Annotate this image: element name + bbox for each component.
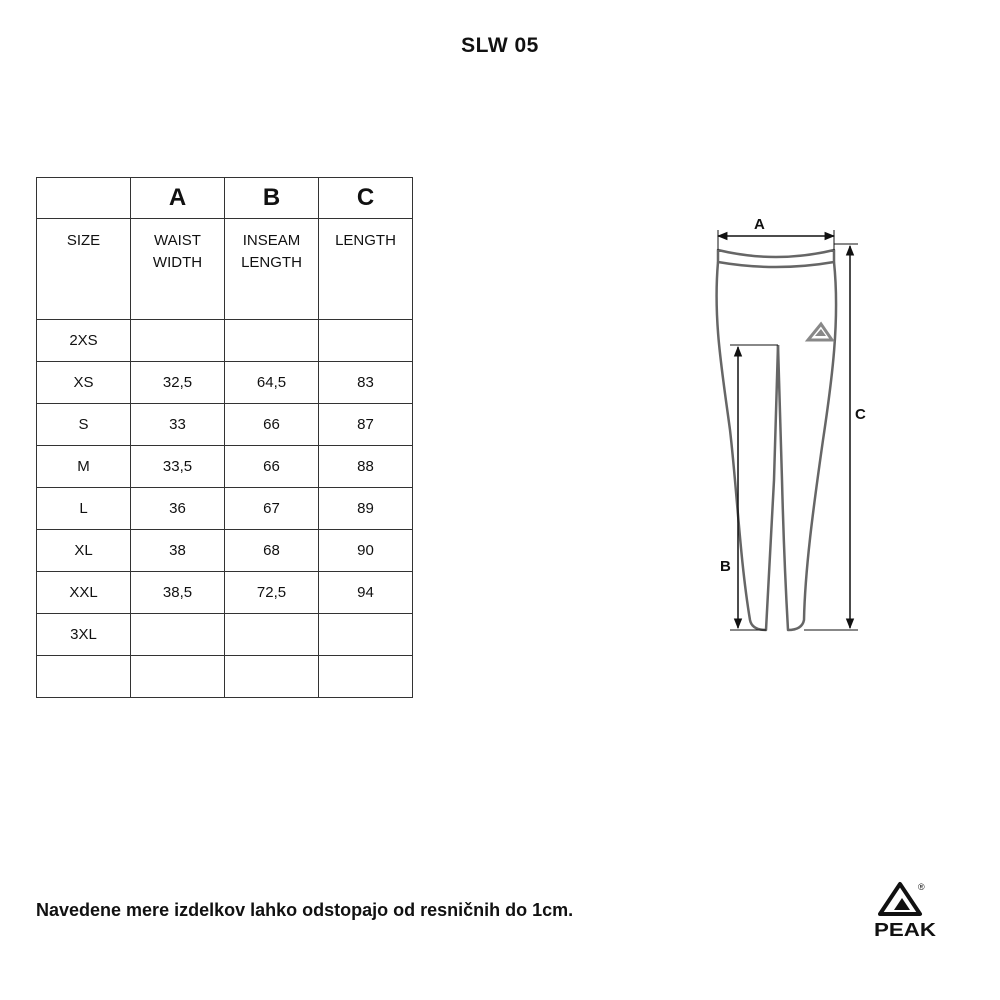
peak-logo-text: PEAK <box>874 920 936 940</box>
table-cell: 3XL <box>37 614 131 656</box>
table-cell: L <box>37 488 131 530</box>
table-header-cell: WAIST WIDTH <box>131 219 225 320</box>
table-row <box>37 488 413 530</box>
table-header-cell: A <box>131 178 225 219</box>
leggings-outline <box>717 250 837 630</box>
table-cell <box>319 656 413 698</box>
page-title: SLW 05 <box>461 34 539 57</box>
peak-logo <box>870 878 940 940</box>
table-row <box>37 572 413 614</box>
table-cell <box>131 614 225 656</box>
table-cell: 67 <box>225 488 319 530</box>
table-cell: 87 <box>319 404 413 446</box>
table-cell <box>131 656 225 698</box>
table-header-cell: B <box>225 178 319 219</box>
table-row <box>37 530 413 572</box>
table-cell <box>131 320 225 362</box>
table-cell: 32,5 <box>131 362 225 404</box>
table-cell <box>225 320 319 362</box>
peak-triangle-icon <box>880 884 920 914</box>
registered-mark: ® <box>918 882 925 892</box>
table-cell: 90 <box>319 530 413 572</box>
table-cell: 38,5 <box>131 572 225 614</box>
table-cell: 88 <box>319 446 413 488</box>
table-cell: 89 <box>319 488 413 530</box>
table-header-cell: SIZE <box>37 219 131 320</box>
table-header-letters <box>37 178 413 219</box>
table-cell: S <box>37 404 131 446</box>
table-cell: 83 <box>319 362 413 404</box>
table-cell: 33 <box>131 404 225 446</box>
table-cell: 72,5 <box>225 572 319 614</box>
table-cell: XXL <box>37 572 131 614</box>
table-row <box>37 404 413 446</box>
table-header-names <box>37 219 413 320</box>
table-cell: 66 <box>225 404 319 446</box>
table-header-cell <box>37 178 131 219</box>
dimension-a-label: A <box>754 216 765 233</box>
table-cell: 33,5 <box>131 446 225 488</box>
table-row <box>37 614 413 656</box>
dimension-a <box>718 216 834 250</box>
table-cell <box>225 656 319 698</box>
table-cell: 36 <box>131 488 225 530</box>
table-header-cell: INSEAM LENGTH <box>225 219 319 320</box>
size-table <box>36 177 413 698</box>
triangle-logo-icon <box>808 324 832 340</box>
table-header-cell: C <box>319 178 413 219</box>
table-header-cell: LENGTH <box>319 219 413 320</box>
leggings-diagram <box>700 200 880 640</box>
measurement-note: Navedene mere izdelkov lahko odstopajo od resničnih do 1cm. <box>36 900 574 920</box>
table-cell <box>225 614 319 656</box>
table-cell: 68 <box>225 530 319 572</box>
table-cell: M <box>37 446 131 488</box>
table-cell: 64,5 <box>225 362 319 404</box>
table-row <box>37 320 413 362</box>
table-cell <box>319 320 413 362</box>
table-cell: 2XS <box>37 320 131 362</box>
table-cell: 38 <box>131 530 225 572</box>
dimension-b-label: B <box>720 558 731 575</box>
table-cell: XL <box>37 530 131 572</box>
table-row <box>37 362 413 404</box>
table-cell: 66 <box>225 446 319 488</box>
table-row <box>37 446 413 488</box>
table-row <box>37 656 413 698</box>
table-cell <box>37 656 131 698</box>
table-cell: 94 <box>319 572 413 614</box>
table-cell: XS <box>37 362 131 404</box>
table-cell <box>319 614 413 656</box>
dimension-c-label: C <box>855 406 866 423</box>
